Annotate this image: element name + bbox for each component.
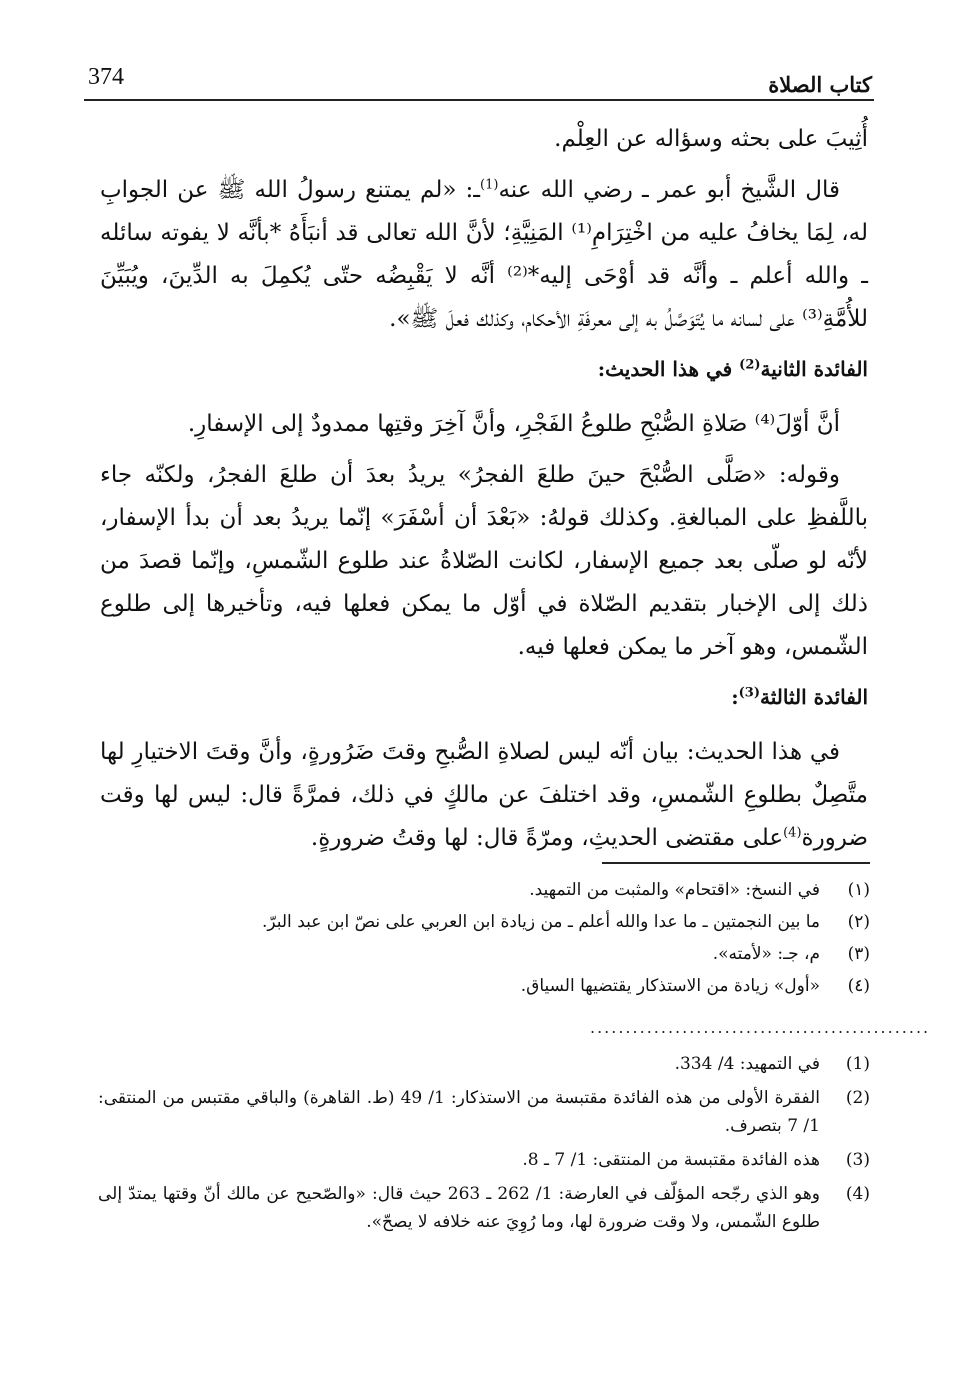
paragraph-5-rest: على مقتضى الحديثِ، ومرّةً قال: لها وقتُ ضرورةٍ. [310, 825, 784, 851]
footnote-number: (١) [847, 880, 870, 900]
footnote-number: (2) [845, 1088, 870, 1108]
footnote-text: وهو الذي رجّحه المؤلّف في العارضة: 1/ 262 ـ 263 حيث قال: «والصّحيح عن مالك أنّ وقتها يمتدّ إلى طلوع الشّمس، ولا وقت ضرورة لها، وما رُوِيَ عنه خلافه لا يصحّ». [98, 1184, 820, 1232]
footnote-text: الفقرة الأولى من هذه الفائدة مقتبسة من الاستذكار: 1/ 49 (ط. القاهرة) والباقي مقتبس من المنتقى: 1/ 7 بتصرف. [98, 1088, 820, 1136]
dotted-separator: ................................................ [590, 1018, 931, 1037]
page-header [88, 60, 872, 100]
heading-2-rest: في هذا الحديث: [597, 357, 733, 381]
footnote-item [200, 938, 870, 970]
footnote-number: (٤) [847, 976, 870, 996]
footnote-ref: (4) [783, 825, 802, 841]
footnotes-original [200, 874, 870, 1002]
footnote-ref: (1) [480, 177, 499, 193]
footnote-item [200, 970, 870, 1002]
footnote-number: (3) [845, 1150, 870, 1170]
footnote-item [200, 874, 870, 906]
header-rule [84, 99, 874, 101]
footnote-item [98, 1050, 870, 1078]
section-heading-3 [100, 677, 868, 717]
paragraph-5-start: في هذا الحديث: بيان أنّه ليس لصلاةِ الصُّبحِ وقتَ ضَرُورةٍ، وأنَّ وقتَ الاختيارِ لها متَّصِلٌ بطلوعِ الشّمسِ، وقد اختلفَ عن مالكٍ في ذلك، فمرَّةً قال: ليس لها وقت ضرورة [100, 739, 868, 851]
footnote-text: في التمهيد: 4/ 334. [674, 1054, 820, 1074]
page-number: 374 [88, 64, 124, 90]
paragraph-4: وقوله: «صَلَّى الصُّبْحَ حينَ طلعَ الفجرُ» يريدُ بعدَ أن طلعَ الفجرُ، ولكنّه جاء باللَّفظِ على المبالغةِ. وكذلك قولهُ: «بَعْدَ أن أسْفَرَ» إنّما يريدُ بعد أن بدأ الإسفار، لأنّه لو صلّى بعد جميع الإسفار، لكانت الصّلاةُ عند طلوع الشّمسِ، وإنّما قصدَ من ذلك إلى الإخبار بتقديم الصّلاة في أوّل ما يمكن فعلها فيه، وتأخيرها إلى طلوع الشّمس، وهو آخر ما يمكن فعلها فيه. [100, 462, 868, 660]
footnote-number: (٢) [847, 912, 870, 932]
footnote-number: (٣) [847, 944, 870, 964]
heading-3-title: الفائدة الثالثة [760, 685, 868, 709]
paragraph-3: أنَّ أوّلَ⁽⁴⁾ صَلاةِ الصُّبْحِ طلوعُ الفَجْرِ، وأنَّ آخِرَ وقتِها ممدودٌ إلى الإسفارِ. [187, 411, 840, 437]
paragraph-2-start: قال الشَّيخ أبو عمر ـ رضي الله عنه [498, 177, 840, 203]
paragraph-1: أُثِيبَ على بحثه وسؤاله عن العِلْم. [554, 126, 868, 152]
footnote-item [200, 906, 870, 938]
paragraph-2-rest: ـ: «لم يمتنع رسولُ الله ﷺ عن الجوابِ له، لِمَا يخافُ عليه من اخْتِرَامِ⁽¹⁾ المَنِيَّةِ؛ لأنَّ الله تعالى قد أنبَأَهُ *بأنَّه لا يفوته سائله ـ والله أعلم ـ وأنَّه قد أوْحَى إليه*⁽²⁾ أنَّه لا يَقْبِضُه حتّى يُكمِلَ به الدِّينَ، ويُبَيِّنَ للأُمَّةِ⁽³⁾ على لسانه ما يُتَوَصَّلُ به إلى معرفَةِ الأحكام، وكذلك فعلَ ﷺ». [100, 177, 869, 332]
footnote-item [98, 1084, 870, 1140]
footnote-number: (1) [845, 1054, 870, 1074]
heading-2-title: الفائدة الثانية [760, 357, 868, 381]
footnote-text: م، جـ: «لأمته». [712, 944, 820, 964]
footnote-item [98, 1146, 870, 1174]
footnote-text: في النسخ: «اقتحام» والمثبت من التمهيد. [529, 880, 820, 900]
footnote-number: (4) [845, 1184, 870, 1204]
section-heading-2 [100, 349, 868, 389]
footnotes-editor [98, 1050, 870, 1242]
footnote-rule [602, 862, 870, 864]
footnote-text: «أول» زيادة من الاستذكار يقتضيها السياق. [520, 976, 820, 996]
footnote-ref: (2) [739, 357, 761, 373]
heading-3-rest: : [731, 685, 739, 709]
footnote-ref: (3) [738, 685, 760, 701]
main-text [100, 118, 868, 868]
footnote-text: هذه الفائدة مقتبسة من المنتقى: 1/ 7 ـ 8. [522, 1150, 820, 1170]
footnote-item [98, 1180, 870, 1236]
paragraph-5 [100, 731, 868, 860]
running-title: كتاب الصلاة [768, 72, 872, 97]
paragraph-2 [100, 169, 868, 341]
footnote-text: ما بين النجمتين ـ ما عدا والله أعلم ـ من زيادة ابن العربي على نصّ ابن عبد البرّ. [261, 912, 820, 932]
